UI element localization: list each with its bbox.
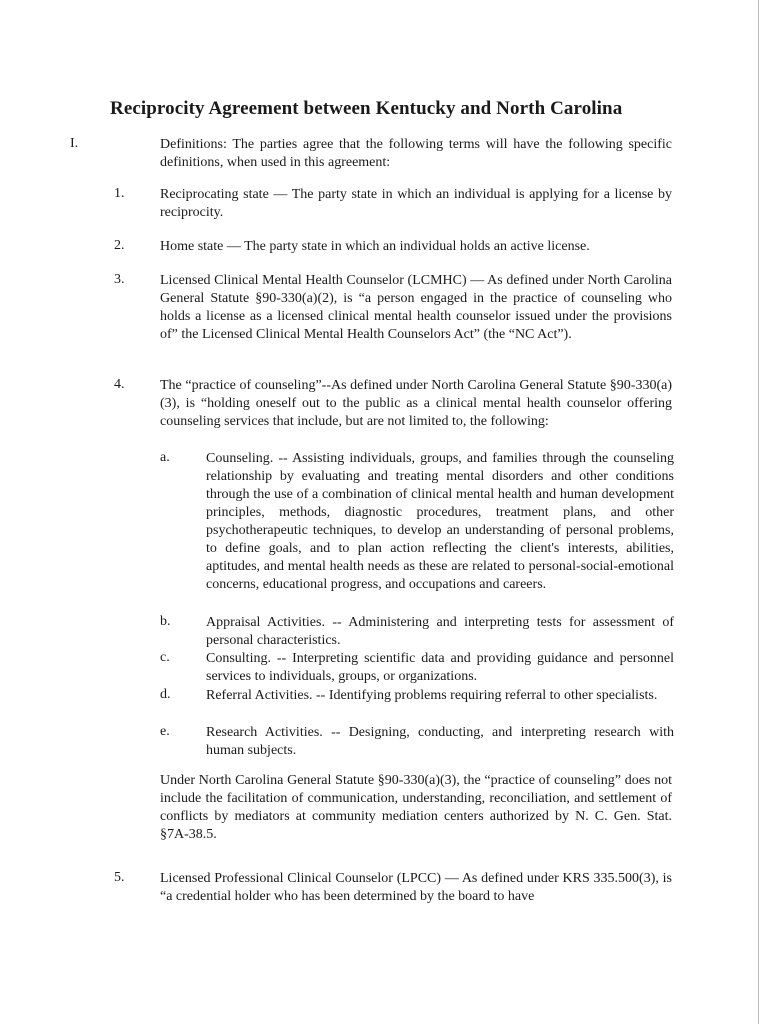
- item-number: 5.: [114, 870, 125, 885]
- subitem-letter: e.: [160, 724, 170, 739]
- subitem-letter: c.: [160, 650, 170, 665]
- subitem-research-activities: Research Activities. -- Designing, conducting, and interpreting research with human subjects.: [206, 725, 674, 758]
- definition-reciprocating-state: Reciprocating state — The party state in which an individual is applying for a license by reciprocity.: [160, 187, 672, 220]
- subitem-letter: a.: [160, 450, 170, 465]
- subitem-consulting: Consulting. -- Interpreting scientific data and providing guidance and personnel services to individuals, groups, or organizations.: [206, 651, 674, 684]
- definition-practice-of-counseling: The “practice of counseling”--As defined under North Carolina General Statute §90-330(a)(3), is “holding oneself out to the public as a clinical mental health counselor offering counseling services that include, but are not limited to, the following:: [160, 378, 672, 429]
- definition-lpcc: Licensed Professional Clinical Counselor (LPCC) — As defined under KRS 335.500(3), is “a credential holder who has been determined by the board to have: [160, 871, 672, 904]
- item-number: 3.: [114, 272, 125, 287]
- item-number: 4.: [114, 377, 125, 392]
- page-edge-line: [758, 0, 759, 1024]
- subitem-letter: b.: [160, 614, 171, 629]
- section-number: I.: [70, 136, 79, 151]
- subitem-letter: d.: [160, 687, 171, 702]
- document-title: Reciprocity Agreement between Kentucky and North Carolina: [110, 98, 623, 119]
- section-intro: Definitions: The parties agree that the following terms will have the following specific definitions, when used in this agreement:: [160, 137, 672, 170]
- definition-lcmhc: Licensed Clinical Mental Health Counselor (LCMHC) — As defined under North Carolina General Statute §90-330(a)(2), is “a person engaged in the practice of counseling who holds a license as a licensed clinical mental health counselor issued under the provisions of” the Licensed Clinical Mental Health Counselors Act” (the “NC Act”).: [160, 273, 672, 342]
- item-number: 1.: [114, 186, 125, 201]
- subitem-referral-activities: Referral Activities. -- Identifying problems requiring referral to other specialists.: [206, 688, 658, 703]
- subitem-counseling: Counseling. -- Assisting individuals, groups, and families through the counseling relationship by evaluating and treating mental disorders and other conditions through the use of a combination of clinical mental health and human development principles, methods, diagnostic procedures, treatment plans, and other psychotherapeutic techniques, to develop an understanding of personal problems, to define goals, and to plan action reflecting the client's interests, abilities, aptitudes, and mental health needs as these are related to personal-social-emotional concerns, educational progress, and occupations and careers.: [206, 451, 674, 592]
- subitem-appraisal-activities: Appraisal Activities. -- Administering and interpreting tests for assessment of personal characteristics.: [206, 615, 674, 648]
- practice-exclusion-paragraph: Under North Carolina General Statute §90-330(a)(3), the “practice of counseling” does not include the facilitation of communication, understanding, reconciliation, and settlement of conflicts by mediators at community mediation centers authorized by N. C. Gen. Stat. §7A-38.5.: [160, 773, 672, 842]
- definition-home-state: Home state — The party state in which an individual holds an active license.: [160, 239, 590, 254]
- item-number: 2.: [114, 238, 125, 253]
